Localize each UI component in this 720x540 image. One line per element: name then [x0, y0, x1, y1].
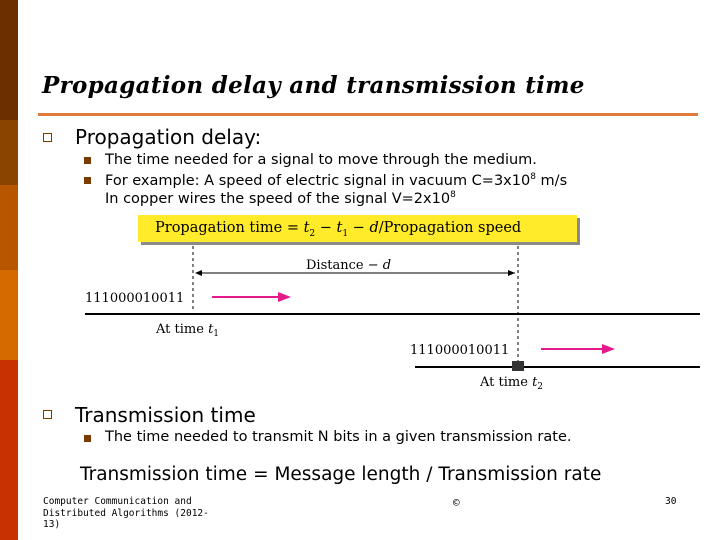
list-item: The time needed to transmit N bits in a given transmission rate.: [105, 429, 572, 445]
square-bullet-icon: [43, 410, 52, 419]
formula-lhs: Propagation time =: [155, 220, 304, 236]
formula-d: d: [369, 220, 379, 236]
formula-minus: −: [348, 220, 370, 236]
distance-label: Distance − d: [306, 258, 392, 273]
time2-label: At time $t_2$: [480, 375, 544, 392]
exponent: 8: [530, 172, 536, 182]
bit-sequence-t2: 111000010011: [410, 343, 510, 358]
signal-arrowhead-t2: [602, 344, 615, 354]
formula-t2-sub: 2: [309, 228, 316, 239]
section-heading-propagation: Propagation delay:: [75, 125, 262, 149]
sub-bullet-icon: [84, 435, 91, 442]
formula-rhs: /Propagation speed: [378, 220, 522, 236]
list-item-text: In copper wires the speed of the signal V=2x10: [105, 190, 451, 207]
list-item: The time needed for a signal to move through the medium.: [105, 152, 537, 168]
time1-label: At time $t_1$: [156, 322, 220, 339]
signal-arrowhead-t1: [278, 292, 291, 302]
footer-line: Computer Communication and: [43, 496, 192, 507]
transmission-equation: Transmission time = Message length / Transmission rate: [80, 464, 602, 485]
formula-minus: −: [315, 220, 337, 236]
receiver-marker: [512, 361, 524, 371]
formula-t2: t: [303, 220, 310, 236]
bit-sequence-t1: 111000010011: [85, 291, 185, 306]
section-heading-transmission: Transmission time: [75, 403, 256, 427]
footer-line: Distributed Algorithms (2012-: [43, 507, 209, 519]
unit: m/s: [535, 172, 568, 189]
footer-copyright: ©: [453, 496, 460, 509]
slide-title: Propagation delay and transmission time: [42, 72, 585, 99]
footer-course: [43, 496, 209, 531]
list-item-text: For example: A speed of electric signal in vacuum C=3x10: [105, 172, 531, 189]
exponent: 8: [450, 190, 456, 200]
page-number: 30: [665, 496, 677, 507]
footer-line: 13): [43, 519, 61, 530]
formula-t1-sub: 1: [342, 228, 349, 239]
formula-t1: t: [336, 220, 343, 236]
